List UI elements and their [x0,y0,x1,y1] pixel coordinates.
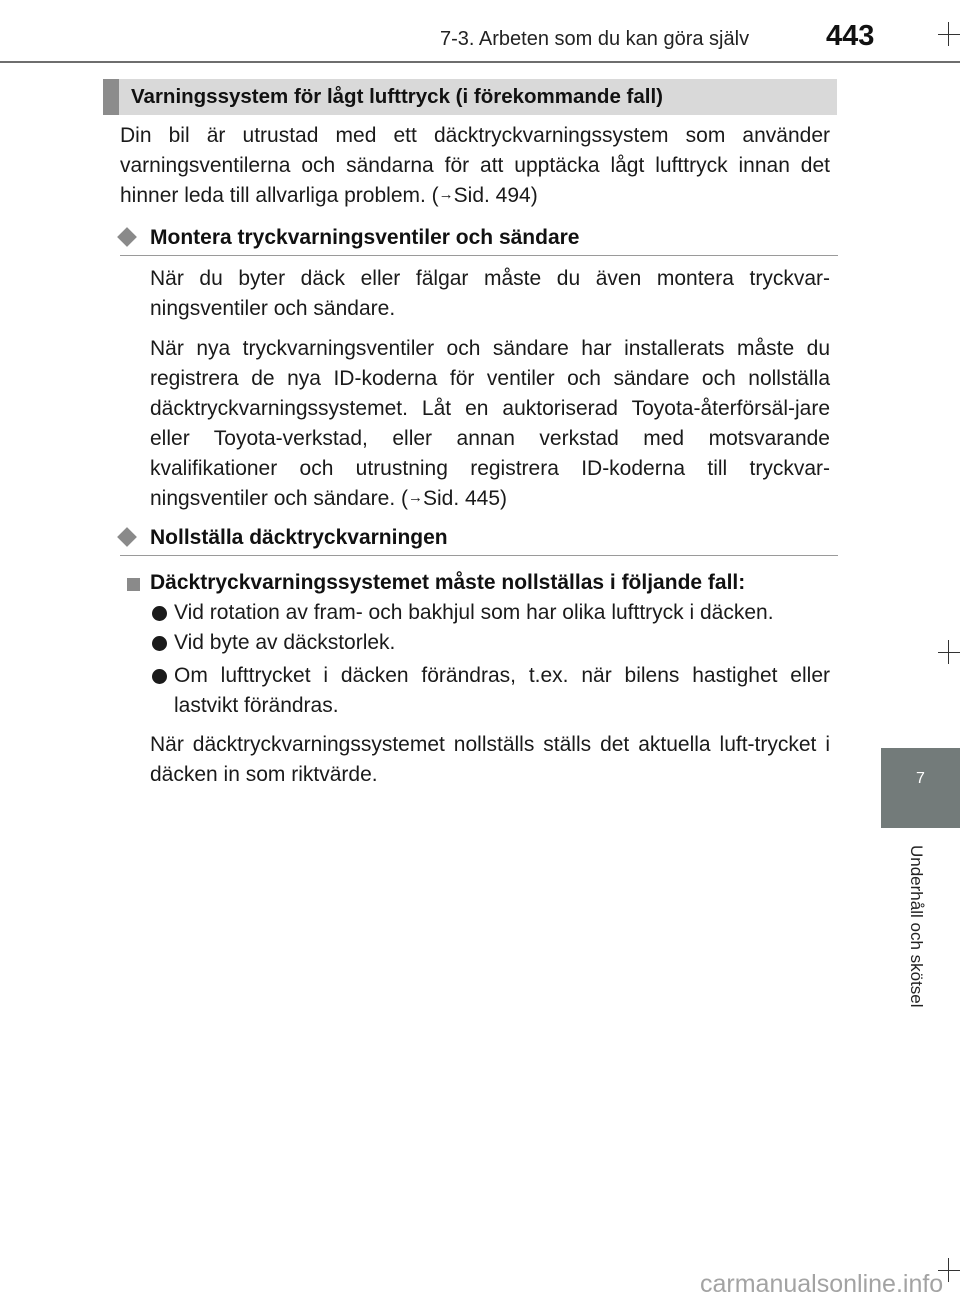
crop-mark-mid-h [938,652,960,653]
list-item: Vid byte av däckstorlek. [174,631,396,654]
paragraph-nollstalls: När däcktryckvarningssystemet nollställs ställs det aktuella luft-trycket i däcken in som riktvärde. [150,733,830,786]
page-number: 443 [826,20,875,52]
chapter-number: 7 [916,770,925,787]
dot-bullet-icon [152,669,167,684]
condition-heading: Däcktryckvarningssystemet måste nollställas i följande fall: [150,571,746,594]
dot-bullet-icon [152,606,167,621]
chapter-label: Underhåll och skötsel [907,845,926,1008]
crop-mark-mid-v [948,640,949,664]
watermark: carmanualsonline.info [700,1270,944,1298]
square-bullet-icon [127,578,140,591]
diamond-bullet-icon [117,527,137,547]
registrera-text: När nya tryckvarningsventiler och sändare har installerats måste du registrera de nya ID-koderna för ventiler och sändare och nollställa däcktryckvarningssystemet. Låt en auktoriserad Toyota-återförsäl-jare eller Toyota-verkstad, eller annan verkstad med motsvarande kvalifikationer och utrustning registrera ID-koderna till tryckvar-ningsventiler och sändare. ( [150,337,830,510]
header-divider [0,61,960,63]
section-heading-bar [103,79,837,115]
intro-paragraph [120,121,830,213]
header-section-title: 7-3. Arbeten som du kan göra själv [440,28,750,50]
list-item: Vid rotation av fram- och bakhjul som har olika lufttryck i däcken. [174,601,774,624]
intro-text: Din bil är utrustad med ett däcktryckvarningssystem som använder varningsventilerna och sändarna för att upptäcka lågt lufttryck innan det hinner leda till allvarliga problem. ( [120,124,830,207]
chapter-tab[interactable] [881,748,960,828]
ref-arrow-icon: → [407,489,423,506]
subsection-divider [120,255,838,256]
paragraph-byte-dack: När du byter däck eller fälgar måste du även montera tryckvar-ningsventiler och sändare. [150,267,830,320]
paragraph-registrera [150,334,830,516]
crop-mark-top-v [948,22,949,46]
subsection-heading-montera: Montera tryckvarningsventiler och sändare [150,226,580,249]
crop-mark-top-h [938,34,960,35]
subsection-divider [120,555,838,556]
crop-mark-bottom-v [948,1258,949,1282]
ref-arrow-icon: → [438,186,454,203]
subsection-heading-nollstalla: Nollställa däcktryckvarningen [150,526,448,549]
list-item: Om lufttrycket i däcken förändras, t.ex. när bilens hastighet eller lastvikt förändras. [174,664,830,717]
section-title: Varningssystem för lågt lufttryck (i förekommande fall) [131,85,663,108]
diamond-bullet-icon [117,227,137,247]
registrera-page-reference[interactable]: Sid. 445) [422,487,508,510]
dot-bullet-icon [152,636,167,651]
intro-page-reference[interactable]: Sid. 494) [453,184,538,207]
